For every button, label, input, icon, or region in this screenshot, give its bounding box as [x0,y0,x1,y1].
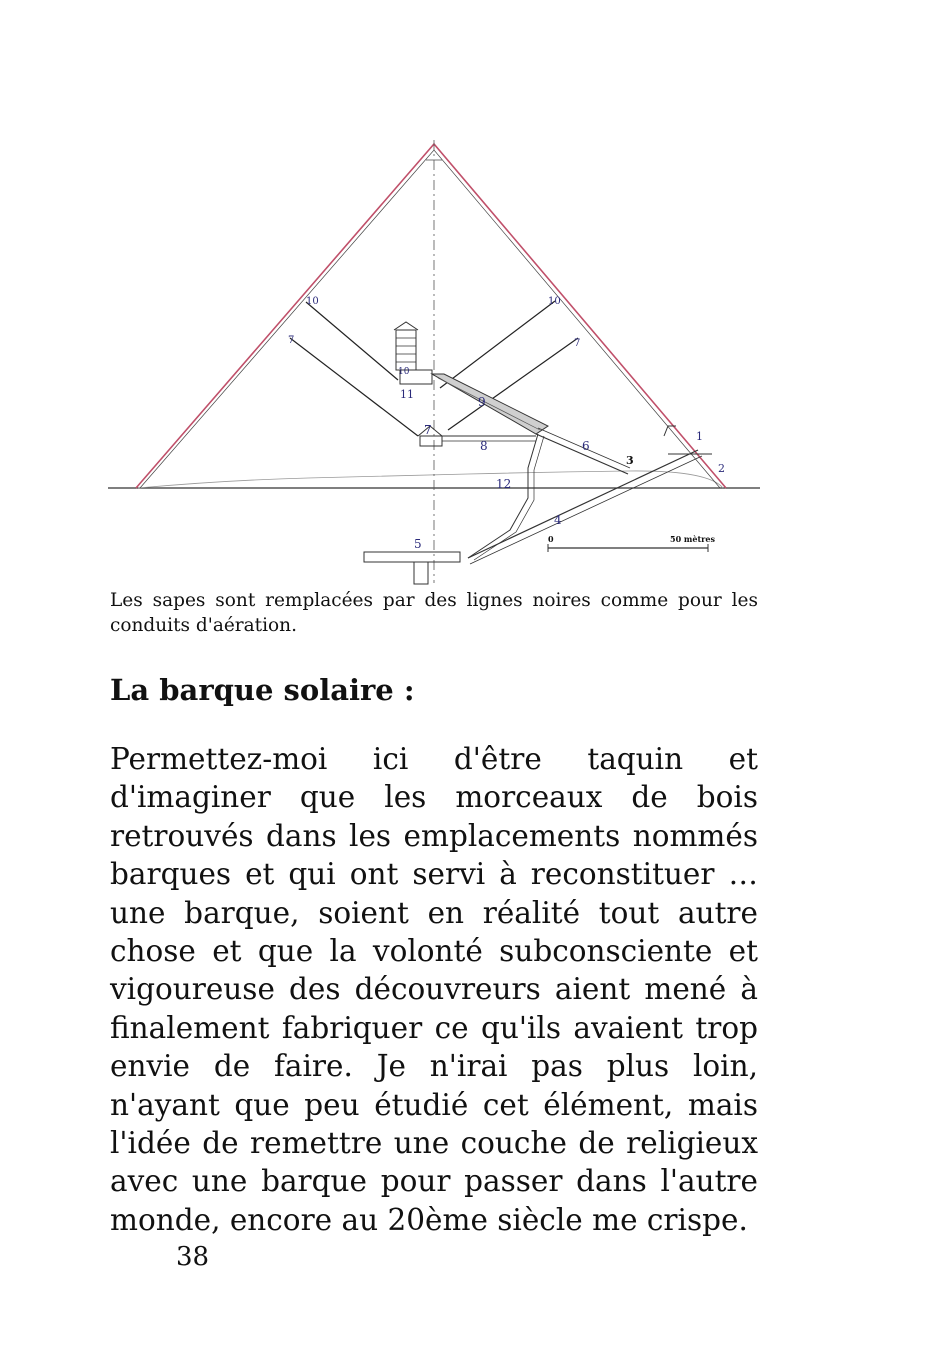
well-shaft [468,434,538,558]
label-2: 2 [718,462,725,475]
label-10-right: 10 [548,296,561,307]
pyramid-inner-outline [140,150,720,488]
label-11: 11 [400,388,414,401]
pyramid-diagram [108,138,762,590]
page-number: 38 [176,1242,210,1272]
sape-left-lower [290,338,418,436]
scale-zero: 0 [548,534,554,544]
label-6: 6 [582,439,590,453]
pyramid-cross-section-figure [108,138,762,590]
label-8: 8 [480,439,488,453]
subterranean-pit [414,562,428,584]
relieving-chambers [396,330,416,370]
label-4: 4 [554,513,562,527]
well-shaft-edge [474,436,544,560]
relieving-gable [394,322,418,330]
label-7-right: 7 [574,338,581,349]
label-10-left: 10 [306,296,319,307]
sape-right-upper [440,301,555,388]
label-7-center: 7 [424,423,432,437]
label-9: 9 [478,395,486,409]
label-12: 12 [496,477,512,491]
descending-passage [468,450,698,558]
label-5: 5 [414,537,422,551]
subterranean-chamber [364,552,460,562]
label-3: 3 [626,454,634,467]
sape-left-upper [306,302,398,380]
label-1: 1 [696,430,703,443]
label-10-chamber: 10 [398,367,410,377]
figure-caption: Les sapes sont remplacées par des lignes noires comme pour les conduits d'aération. [110,590,758,636]
gallery-hatch [438,378,540,430]
label-7-left: 7 [288,335,295,346]
scale-label: 50 mètres [670,534,715,544]
queens-chamber [420,436,442,446]
section-heading: La barque solaire : [110,673,415,707]
body-paragraph: Permettez-moi ici d'être taquin et d'imaginer que les morceaux de bois retrouvés dans les emplacements nommés barques et qui ont servi à reconstituer … une barque, soient en réalité tout autre chose et que la volonté subconsciente et vigoureuse des découvreurs aient mené à finalement fabriquer ce qu'ils avaient trop envie de faire. Je n'irai pas plus loin, n'ayant que peu étudié cet élément, mais l'idée de remettre une couche de religieux avec une barque pour passer dans l'autre monde, encore au 20ème siècle me crispe. [110,742,758,1237]
